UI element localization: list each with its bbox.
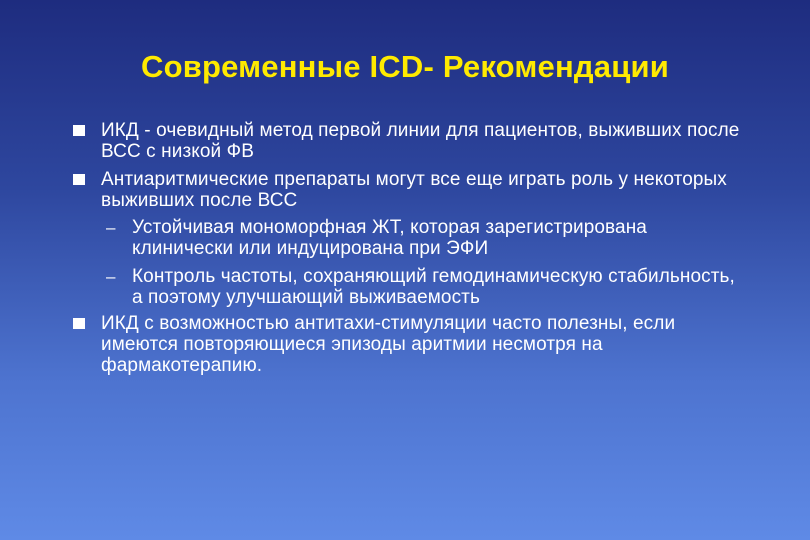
bullet-item-1	[0, 120, 741, 162]
bullet-text: ИКД - очевидный метод первой линии для пациентов, выживших после ВСС с низкой ФВ	[101, 120, 740, 162]
bullet-text: ИКД с возможностью антитахи-стимуляции часто полезны, если имеются повторяющиеся эпизоды аритмии несмотря на фармакотерапию.	[101, 313, 676, 376]
bullet-text: Антиаритмические препараты могут все еще играть роль у некоторых выживших после ВСС	[101, 169, 727, 211]
slide-content	[0, 120, 810, 376]
sub-bullet-text: Контроль частоты, сохраняющий гемодинамическую стабильность, а поэтому улучшающий выживаемость	[132, 266, 735, 308]
dash-marker: –	[106, 267, 116, 286]
square-bullet-icon	[73, 318, 85, 329]
square-bullet-icon	[73, 174, 85, 185]
slide-title: Современные ICD- Рекомендации	[141, 49, 669, 84]
bullet-item-2	[0, 169, 741, 211]
square-bullet-icon	[73, 125, 85, 136]
dash-marker: –	[106, 218, 116, 237]
sub-bullet-text: Устойчивая мономорфная ЖТ, которая зарегистрирована клинически или индуцирована при ЭФИ	[132, 217, 647, 259]
sub-bullet-item-2	[0, 266, 747, 308]
bullet-item-3	[0, 313, 741, 376]
sub-bullet-item-1	[0, 217, 747, 259]
